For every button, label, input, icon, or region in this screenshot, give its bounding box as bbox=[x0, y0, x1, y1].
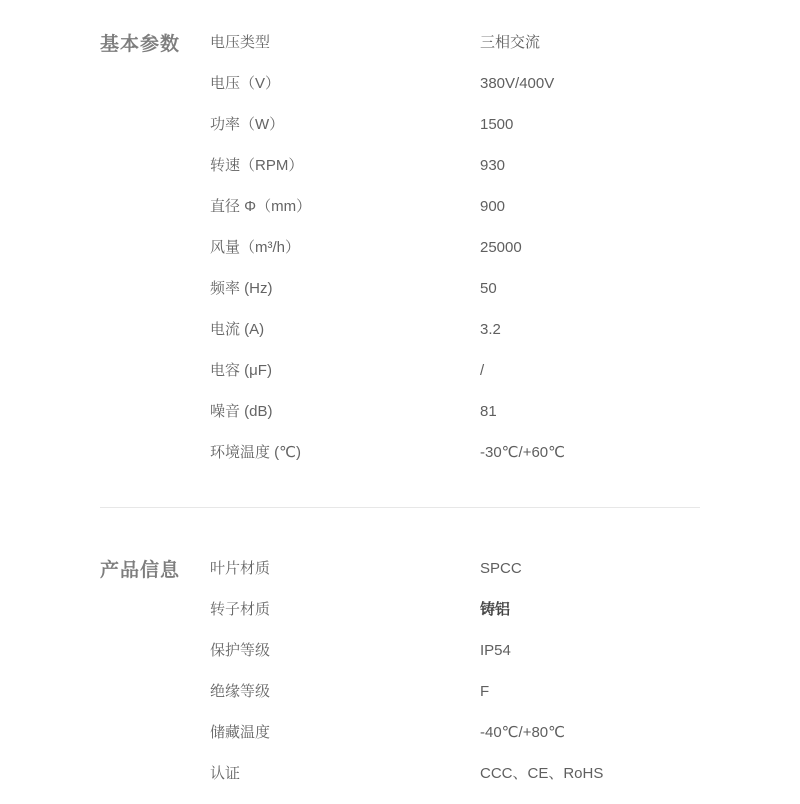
spec-label: 噪音 (dB) bbox=[210, 403, 273, 420]
spec-label: 直径 Φ（mm） bbox=[210, 198, 312, 215]
spec-value: 25000 bbox=[480, 239, 522, 256]
spec-value: 900 bbox=[480, 198, 506, 215]
spec-value: F bbox=[480, 683, 490, 700]
spec-value: -30℃/+60℃ bbox=[480, 444, 565, 461]
spec-row bbox=[210, 401, 760, 423]
spec-label: 频率 (Hz) bbox=[210, 280, 273, 297]
spec-value: 1500 bbox=[480, 116, 514, 133]
spec-value: CCC、CE、RoHS bbox=[480, 765, 604, 782]
spec-value: SPCC bbox=[480, 560, 522, 577]
spec-row bbox=[210, 640, 760, 662]
spec-label: 转速（RPM） bbox=[210, 157, 304, 174]
spec-table-product-information bbox=[210, 558, 800, 804]
spec-label: 保护等级 bbox=[210, 642, 271, 659]
spec-row bbox=[210, 681, 760, 703]
spec-label: 功率（W） bbox=[210, 116, 285, 133]
spec-label: 电压类型 bbox=[210, 34, 271, 51]
spec-value: 三相交流 bbox=[480, 34, 541, 51]
spec-table-basic-parameters bbox=[210, 32, 800, 483]
spec-label: 风量（m³/h） bbox=[210, 239, 301, 256]
section-title-basic-parameters: 基本参数 bbox=[100, 34, 181, 55]
spec-row bbox=[210, 558, 760, 580]
spec-value: 3.2 bbox=[480, 321, 501, 338]
spec-row bbox=[210, 32, 760, 54]
spec-row bbox=[210, 763, 760, 785]
spec-row bbox=[210, 114, 760, 136]
spec-label: 电容 (μF) bbox=[210, 362, 272, 379]
spec-value: IP54 bbox=[480, 642, 511, 659]
spec-label: 转子材质 bbox=[210, 601, 271, 618]
spec-value: 50 bbox=[480, 280, 497, 297]
spec-row bbox=[210, 155, 760, 177]
section-product-information bbox=[0, 508, 800, 804]
spec-row bbox=[210, 319, 760, 341]
spec-value: / bbox=[480, 362, 485, 379]
spec-label: 认证 bbox=[210, 765, 241, 782]
spec-row bbox=[210, 73, 760, 95]
spec-label: 储藏温度 bbox=[210, 724, 271, 741]
spec-row bbox=[210, 278, 760, 300]
spec-value: 380V/400V bbox=[480, 75, 555, 92]
spec-value: -40℃/+80℃ bbox=[480, 724, 565, 741]
spec-label: 绝缘等级 bbox=[210, 683, 271, 700]
spec-value: 81 bbox=[480, 403, 497, 420]
spec-label: 电流 (A) bbox=[210, 321, 265, 338]
spec-row bbox=[210, 599, 760, 621]
spec-row bbox=[210, 442, 760, 464]
spec-row bbox=[210, 722, 760, 744]
spec-row bbox=[210, 196, 760, 218]
spec-label: 叶片材质 bbox=[210, 560, 271, 577]
spec-row bbox=[210, 237, 760, 259]
section-title-product-information: 产品信息 bbox=[100, 560, 181, 581]
spec-label: 电压（V） bbox=[210, 75, 281, 92]
spec-value: 930 bbox=[480, 157, 506, 174]
spec-value: 铸铝 bbox=[480, 601, 511, 618]
spec-label: 环境温度 (℃) bbox=[210, 444, 302, 461]
spec-row bbox=[210, 360, 760, 382]
